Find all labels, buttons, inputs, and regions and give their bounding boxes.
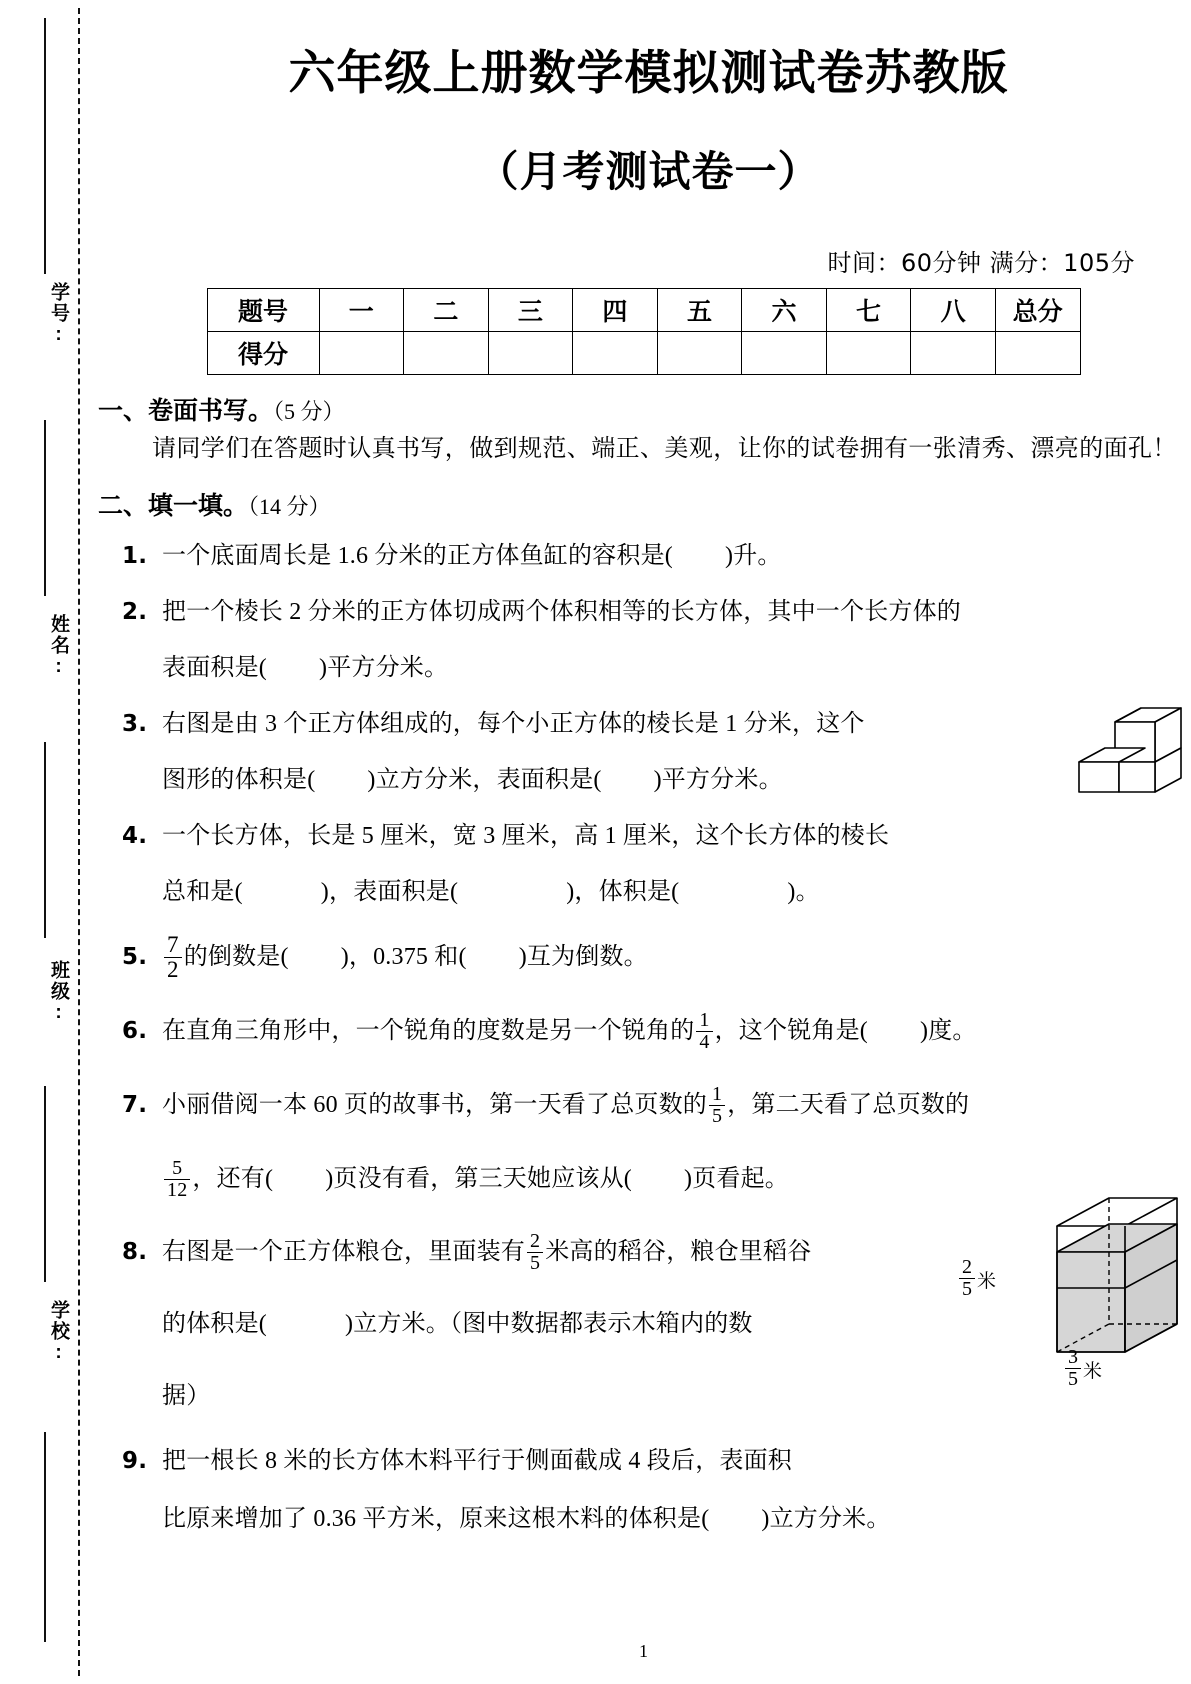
bin-side-label (1063, 1348, 1102, 1391)
question-6-text-b: ，这个锐角是( (714, 1018, 869, 1045)
field-student-id: 学号: (48, 282, 69, 347)
score-cell-1[interactable] (319, 332, 404, 375)
question-3-text-b: 图形的体积是( (162, 767, 316, 794)
question-4-text-e: )。 (787, 879, 820, 906)
exam-page (96, 0, 1191, 1684)
score-col-7: 七 (826, 289, 911, 332)
section-1-body: 请同学们在答题时认真书写，做到规范、端正、美观，让你的试卷拥有一张清秀、漂亮的面孔！ (152, 436, 1177, 463)
question-5-number: 5. (122, 944, 148, 971)
question-8-text-e: 据） (162, 1383, 211, 1410)
question-7-text-c: ，还有( (192, 1166, 274, 1193)
bin-height-unit: 米 (977, 1271, 997, 1292)
question-6 (96, 994, 1191, 1068)
question-2-number: 2. (122, 599, 148, 626)
question-8-fraction: $\frac{2}{5}$ (527, 1231, 543, 1274)
question-9-number: 9. (122, 1448, 148, 1475)
field-name: 姓名: (48, 614, 69, 679)
score-cell-total[interactable] (995, 332, 1080, 375)
binding-rule-4 (44, 1086, 46, 1282)
question-9-text-a: 把一根长 8 米的长方体木料平行于侧面截成 4 段后，表面积 (162, 1448, 792, 1475)
score-col-3: 三 (488, 289, 573, 332)
score-cell-2[interactable] (404, 332, 489, 375)
score-col-2: 二 (404, 289, 489, 332)
score-col-4: 四 (573, 289, 658, 332)
question-2-text-b: 表面积是( (162, 655, 267, 682)
question-8-number: 8. (122, 1239, 148, 1266)
question-7-text-d: )页没有看，第三天她应该从( (325, 1166, 632, 1193)
section-1-title: 一、卷面书写。 (98, 396, 274, 426)
question-2-text-c: )平方分米。 (319, 655, 449, 682)
section-heading-1 (96, 391, 1191, 427)
figure-grain-bin (962, 1196, 1187, 1390)
question-5-text-b: )，0.375 和( (340, 944, 467, 971)
field-school: 学校: (48, 1300, 69, 1365)
question-1-text-a: 一个底面周长是 1.6 分米的正方体鱼缸的容积是( (162, 543, 673, 570)
question-8-text-a: 右图是一个正方体粮仓，里面装有 (162, 1239, 525, 1266)
question-7 (96, 1068, 1191, 1216)
section-1-points: （5 分） (273, 399, 345, 425)
score-cell-5[interactable] (657, 332, 742, 375)
field-class: 班级: (48, 960, 69, 1025)
score-col-total: 总分 (995, 289, 1080, 332)
score-cell-4[interactable] (573, 332, 658, 375)
page-number: 1 (639, 1641, 648, 1661)
question-8-text-c: 的体积是( (162, 1311, 267, 1338)
score-cell-7[interactable] (826, 332, 911, 375)
question-1 (96, 528, 1191, 584)
question-6-number: 6. (122, 1018, 148, 1045)
exam-meta: 时间：60分钟 满分：105分 (827, 249, 1135, 278)
question-3-number: 3. (122, 711, 148, 738)
question-2-text-a: 把一个棱长 2 分米的正方体切成两个体积相等的长方体，其中一个长方体的 (162, 599, 961, 626)
score-col-5: 五 (657, 289, 742, 332)
question-3-text-d: )平方分米。 (653, 767, 783, 794)
question-4-text-d: )，体积是( (566, 879, 680, 906)
question-4 (96, 808, 1191, 920)
score-row-label: 题号 (207, 289, 319, 332)
question-7-number: 7. (122, 1092, 148, 1119)
score-col-1: 一 (319, 289, 404, 332)
question-6-text-c: )度。 (920, 1018, 977, 1045)
binding-dashed-line (78, 8, 80, 1676)
binding-rule-1 (44, 18, 46, 274)
score-col-6: 六 (742, 289, 827, 332)
question-8-text-b: 米高的稻谷，粮仓里稻谷 (545, 1239, 812, 1266)
question-5-text-a: 的倒数是( (183, 944, 289, 971)
question-6-text-a: 在直角三角形中，一个锐角的度数是另一个锐角的 (162, 1018, 695, 1045)
section-2-points: （14 分） (248, 494, 331, 520)
three-cube-solid-icon (1071, 700, 1189, 800)
question-7-fraction-1: $\frac{1}{5}$ (709, 1084, 725, 1127)
question-7-fraction-2: $\frac{5}{12}$ (164, 1158, 190, 1201)
question-9-text-c: )立方分米。 (761, 1506, 891, 1533)
bin-side-unit: 米 (1083, 1361, 1103, 1382)
question-4-number: 4. (122, 823, 148, 850)
question-2 (96, 584, 1191, 696)
table-row-header (207, 289, 1080, 332)
bin-height-fraction: $\frac{2}{5}$ (959, 1257, 975, 1300)
score-cell-3[interactable] (488, 332, 573, 375)
score-table (207, 288, 1081, 375)
table-row-scores (207, 332, 1080, 375)
question-7-text-a: 小丽借阅一本 60 页的故事书，第一天看了总页数的 (162, 1092, 707, 1119)
bin-height-label (957, 1258, 996, 1301)
question-5 (96, 920, 1191, 994)
question-9-text-b: 比原来增加了 0.36 平方米，原来这根木料的体积是( (162, 1506, 710, 1533)
question-8-text-d: )立方米。（图中数据都表示木箱内的数 (345, 1311, 753, 1338)
binding-rule-2 (44, 420, 46, 596)
question-4-text-b: 总和是( (162, 879, 243, 906)
section-heading-2 (96, 486, 1191, 522)
question-5-fraction: $\frac{7}{2}$ (164, 933, 182, 982)
question-7-text-e: )页看起。 (684, 1166, 789, 1193)
binding-rule-5 (44, 1432, 46, 1642)
question-1-number: 1. (122, 543, 148, 570)
question-3 (96, 696, 1191, 808)
score-cell-6[interactable] (742, 332, 827, 375)
page-subtitle: （月考测试卷一） (476, 147, 821, 197)
question-7-text-b: ，第二天看了总页数的 (727, 1092, 970, 1119)
question-3-text-a: 右图是由 3 个正方体组成的，每个小正方体的棱长是 1 分米，这个 (162, 711, 865, 738)
section-2-title: 二、填一填。 (98, 491, 249, 521)
question-4-text-c: )，表面积是( (320, 879, 459, 906)
score-cell-8[interactable] (911, 332, 996, 375)
question-6-fraction: $\frac{1}{4}$ (696, 1010, 712, 1053)
page-title: 六年级上册数学模拟测试卷苏教版 (288, 46, 1009, 101)
figure-three-cubes (1071, 700, 1189, 800)
question-3-text-c: )立方分米，表面积是( (367, 767, 602, 794)
score-row-label-2: 得分 (207, 332, 319, 375)
question-4-text-a: 一个长方体，长是 5 厘米，宽 3 厘米，高 1 厘米，这个长方体的棱长 (162, 823, 890, 850)
binding-rule-3 (44, 742, 46, 938)
question-1-text-b: )升。 (725, 543, 782, 570)
bin-side-fraction: $\frac{3}{5}$ (1065, 1347, 1081, 1390)
question-9 (96, 1432, 1191, 1548)
score-col-8: 八 (911, 289, 996, 332)
question-5-text-c: )互为倒数。 (518, 944, 648, 971)
